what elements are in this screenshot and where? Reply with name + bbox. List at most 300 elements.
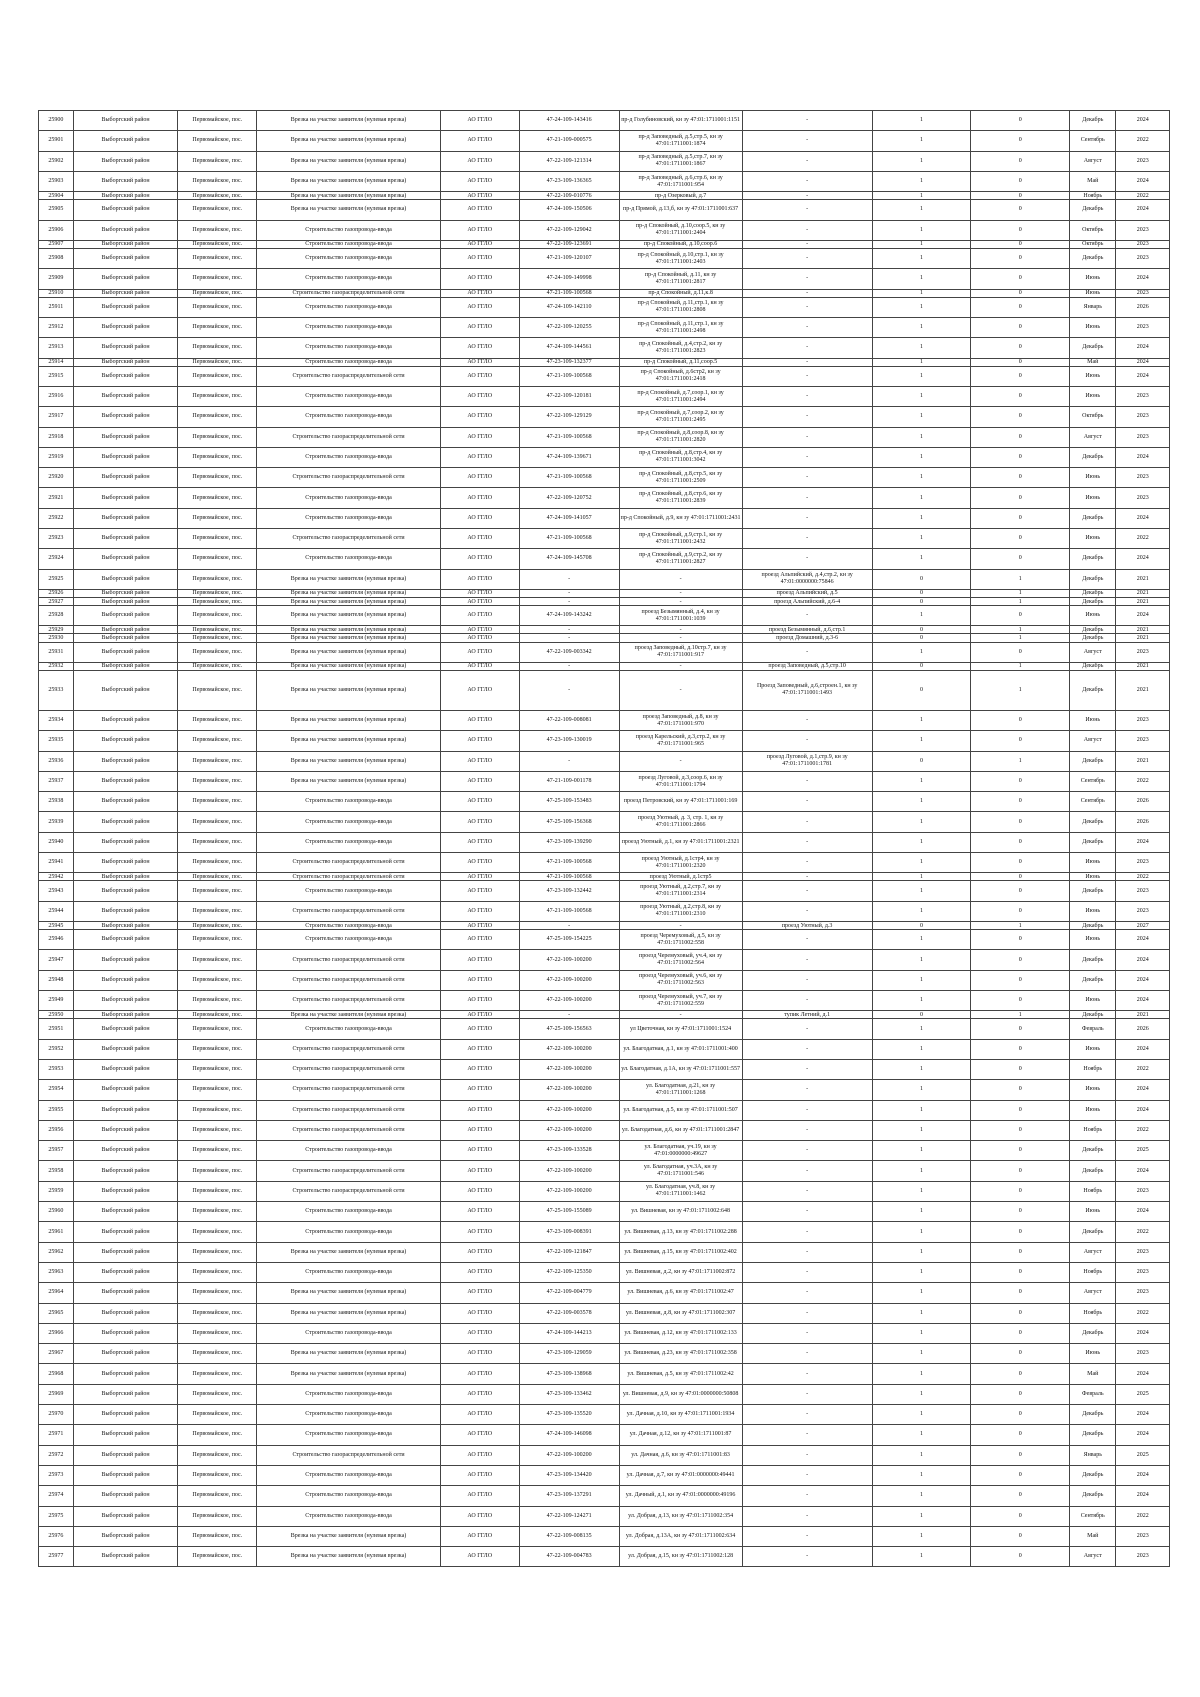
cell-alt-address: - bbox=[742, 366, 872, 386]
cell-address: пр-д Спокойный, д.7,соор.2, кн зу 47:01:1711001:2495 bbox=[619, 407, 742, 427]
cell-address: пр-д Заповедный, д.6,стр.6, кн зу 47:01:1711001:954 bbox=[619, 171, 742, 191]
cell-flag-a: 1 bbox=[872, 792, 971, 812]
cell-settlement: Первомайское, пос. bbox=[178, 447, 257, 467]
cell-district: Выборгский район bbox=[73, 220, 178, 240]
cell-address: пр-д Заповедный, д.5,стр.7, кн зу 47:01:1711001:1867 bbox=[619, 151, 742, 171]
cell-row-number: 25919 bbox=[39, 447, 74, 467]
cell-month: Июнь bbox=[1070, 317, 1116, 337]
cell-flag-b: 0 bbox=[971, 427, 1070, 447]
cell-flag-b: 0 bbox=[971, 508, 1070, 528]
cell-organization: АО ГГЛО bbox=[440, 240, 519, 248]
cell-settlement: Первомайское, пос. bbox=[178, 950, 257, 970]
cell-work-type: Строительство газораспределительной сети bbox=[257, 468, 440, 488]
cell-district: Выборгский район bbox=[73, 1283, 178, 1303]
cell-flag-b: 0 bbox=[971, 1323, 1070, 1343]
cell-organization: АО ГГЛО bbox=[440, 626, 519, 634]
cell-organization: АО ГГЛО bbox=[440, 950, 519, 970]
cell-district: Выборгский район bbox=[73, 1242, 178, 1262]
cell-flag-a: 0 bbox=[872, 569, 971, 589]
cell-settlement: Первомайское, пос. bbox=[178, 317, 257, 337]
cell-flag-b: 0 bbox=[971, 950, 1070, 970]
cell-alt-address: проезд Луговой, д.1,стр.9, кн зу 47:01:1711001:1781 bbox=[742, 751, 872, 771]
cell-work-type: Строительство газораспределительной сети bbox=[257, 529, 440, 549]
cell-address: проезд Петровский, кн зу 47:01:1711001:169 bbox=[619, 792, 742, 812]
cell-flag-b: 0 bbox=[971, 358, 1070, 366]
cell-flag-b: 0 bbox=[971, 832, 1070, 852]
table-row bbox=[39, 1344, 1170, 1364]
cell-flag-b: 1 bbox=[971, 598, 1070, 606]
cell-work-type: Строительство газораспределительной сети bbox=[257, 1181, 440, 1201]
table-row bbox=[39, 598, 1170, 606]
cell-address: пр-д Спокойный, д.7,соор.1, кн зу 47:01:1711001:2494 bbox=[619, 386, 742, 406]
cell-district: Выборгский район bbox=[73, 338, 178, 358]
cell-district: Выборгский район bbox=[73, 200, 178, 220]
cell-organization: АО ГГЛО bbox=[440, 832, 519, 852]
table-row bbox=[39, 771, 1170, 791]
cell-year: 2024 bbox=[1116, 991, 1170, 1011]
cell-flag-b: 0 bbox=[971, 1161, 1070, 1181]
cell-organization: АО ГГЛО bbox=[440, 1120, 519, 1140]
cell-flag-b: 0 bbox=[971, 488, 1070, 508]
cell-application-number: 47-22-109-120752 bbox=[519, 488, 619, 508]
cell-district: Выборгский район bbox=[73, 1039, 178, 1059]
cell-work-type: Строительство газораспределительной сети bbox=[257, 1100, 440, 1120]
cell-year: 2023 bbox=[1116, 853, 1170, 873]
cell-settlement: Первомайское, пос. bbox=[178, 1100, 257, 1120]
cell-flag-a: 1 bbox=[872, 289, 971, 297]
cell-flag-b: 0 bbox=[971, 1262, 1070, 1282]
cell-organization: АО ГГЛО bbox=[440, 1222, 519, 1242]
cell-address: пр-д Спокойный, д.11,стр.1, кн зу 47:01:1711001:2808 bbox=[619, 297, 742, 317]
cell-settlement: Первомайское, пос. bbox=[178, 1486, 257, 1506]
cell-application-number: 47-23-109-137291 bbox=[519, 1486, 619, 1506]
cell-settlement: Первомайское, пос. bbox=[178, 289, 257, 297]
table-row bbox=[39, 731, 1170, 751]
cell-flag-b: 0 bbox=[971, 1425, 1070, 1445]
cell-settlement: Первомайское, пос. bbox=[178, 366, 257, 386]
cell-month: Февраль bbox=[1070, 1019, 1116, 1039]
cell-row-number: 25974 bbox=[39, 1486, 74, 1506]
cell-row-number: 25915 bbox=[39, 366, 74, 386]
cell-flag-b: 0 bbox=[971, 1060, 1070, 1080]
cell-flag-a: 1 bbox=[872, 1100, 971, 1120]
cell-row-number: 25969 bbox=[39, 1384, 74, 1404]
cell-application-number: 47-23-109-132377 bbox=[519, 358, 619, 366]
cell-district: Выборгский район bbox=[73, 317, 178, 337]
cell-year: 2021 bbox=[1116, 589, 1170, 597]
cell-flag-b: 0 bbox=[971, 386, 1070, 406]
table-row bbox=[39, 1364, 1170, 1384]
cell-work-type: Строительство газораспределительной сети bbox=[257, 901, 440, 921]
table-row bbox=[39, 950, 1170, 970]
cell-flag-a: 0 bbox=[872, 670, 971, 710]
cell-organization: АО ГГЛО bbox=[440, 1364, 519, 1384]
cell-address: ул. Добрая, д.15, кн зу 47:01:1711002:128 bbox=[619, 1547, 742, 1567]
cell-organization: АО ГГЛО bbox=[440, 1526, 519, 1546]
cell-month: Декабрь bbox=[1070, 970, 1116, 990]
cell-district: Выборгский район bbox=[73, 427, 178, 447]
cell-organization: АО ГГЛО bbox=[440, 1202, 519, 1222]
cell-alt-address: - bbox=[742, 970, 872, 990]
cell-year: 2022 bbox=[1116, 1222, 1170, 1242]
cell-month: Июнь bbox=[1070, 930, 1116, 950]
cell-year: 2024 bbox=[1116, 1465, 1170, 1485]
cell-year: 2024 bbox=[1116, 200, 1170, 220]
cell-district: Выборгский район bbox=[73, 1100, 178, 1120]
cell-year: 2022 bbox=[1116, 1060, 1170, 1080]
cell-district: Выборгский район bbox=[73, 468, 178, 488]
cell-month: Январь bbox=[1070, 1445, 1116, 1465]
cell-row-number: 25909 bbox=[39, 269, 74, 289]
cell-work-type: Строительство газопровода-ввода bbox=[257, 407, 440, 427]
cell-address: проезд Уютный, д.2,стр.8, кн зу 47:01:1711001:2310 bbox=[619, 901, 742, 921]
cell-work-type: Строительство газопровода-ввода bbox=[257, 881, 440, 901]
table-row bbox=[39, 1445, 1170, 1465]
cell-month: Декабрь bbox=[1070, 1323, 1116, 1343]
cell-work-type: Строительство газораспределительной сети bbox=[257, 1120, 440, 1140]
cell-organization: АО ГГЛО bbox=[440, 873, 519, 881]
cell-month: Февраль bbox=[1070, 1384, 1116, 1404]
cell-flag-a: 1 bbox=[872, 269, 971, 289]
cell-settlement: Первомайское, пос. bbox=[178, 881, 257, 901]
cell-row-number: 25913 bbox=[39, 338, 74, 358]
cell-district: Выборгский район bbox=[73, 1364, 178, 1384]
cell-alt-address: - bbox=[742, 220, 872, 240]
cell-flag-a: 1 bbox=[872, 873, 971, 881]
cell-flag-b: 1 bbox=[971, 751, 1070, 771]
cell-flag-b: 0 bbox=[971, 1222, 1070, 1242]
table-row bbox=[39, 670, 1170, 710]
cell-row-number: 25938 bbox=[39, 792, 74, 812]
cell-settlement: Первомайское, пос. bbox=[178, 751, 257, 771]
cell-row-number: 25931 bbox=[39, 642, 74, 662]
cell-organization: АО ГГЛО bbox=[440, 151, 519, 171]
cell-row-number: 25942 bbox=[39, 873, 74, 881]
cell-flag-a: 1 bbox=[872, 1202, 971, 1222]
cell-row-number: 25908 bbox=[39, 248, 74, 268]
cell-settlement: Первомайское, пос. bbox=[178, 1526, 257, 1546]
cell-work-type: Врезка на участке заявителя (нулевая врезка) bbox=[257, 200, 440, 220]
cell-organization: АО ГГЛО bbox=[440, 1283, 519, 1303]
cell-month: Июнь bbox=[1070, 1202, 1116, 1222]
cell-flag-b: 0 bbox=[971, 1080, 1070, 1100]
table-row bbox=[39, 853, 1170, 873]
cell-address: проезд Черемуховый, уч.6, кн зу 47:01:1711002:563 bbox=[619, 970, 742, 990]
cell-flag-b: 0 bbox=[971, 771, 1070, 791]
cell-flag-a: 1 bbox=[872, 131, 971, 151]
cell-settlement: Первомайское, пос. bbox=[178, 1060, 257, 1080]
cell-month: Декабрь bbox=[1070, 832, 1116, 852]
cell-flag-b: 0 bbox=[971, 1120, 1070, 1140]
cell-flag-b: 0 bbox=[971, 447, 1070, 467]
cell-address: пр-д Спокойный, д.11,соор.5 bbox=[619, 358, 742, 366]
cell-address: ул. Дачная, д.7, кн зу 47:01:0000000:49441 bbox=[619, 1465, 742, 1485]
cell-month: Июнь bbox=[1070, 901, 1116, 921]
cell-alt-address: - bbox=[742, 407, 872, 427]
cell-row-number: 25952 bbox=[39, 1039, 74, 1059]
cell-application-number: 47-22-109-129129 bbox=[519, 407, 619, 427]
cell-work-type: Строительство газораспределительной сети bbox=[257, 1080, 440, 1100]
cell-row-number: 25936 bbox=[39, 751, 74, 771]
cell-row-number: 25935 bbox=[39, 731, 74, 751]
cell-district: Выборгский район bbox=[73, 598, 178, 606]
cell-address: проезд Уютный, д.1стр5 bbox=[619, 873, 742, 881]
cell-flag-a: 0 bbox=[872, 662, 971, 670]
table-row bbox=[39, 220, 1170, 240]
cell-address: ул. Благодатная, д.21, кн зу 47:01:1711001:1268 bbox=[619, 1080, 742, 1100]
cell-flag-a: 0 bbox=[872, 598, 971, 606]
cell-address: ул. Благодатная, д.6, кн зу 47:01:1711001:2847 bbox=[619, 1120, 742, 1140]
cell-year: 2023 bbox=[1116, 1242, 1170, 1262]
cell-work-type: Строительство газопровода-ввода bbox=[257, 508, 440, 528]
cell-organization: АО ГГЛО bbox=[440, 269, 519, 289]
cell-month: Май bbox=[1070, 1526, 1116, 1546]
cell-work-type: Врезка на участке заявителя (нулевая врезка) bbox=[257, 626, 440, 634]
cell-settlement: Первомайское, пос. bbox=[178, 1262, 257, 1282]
cell-address: ул. Вишневая, д.8, кн зу 47:01:1711002:307 bbox=[619, 1303, 742, 1323]
cell-year: 2024 bbox=[1116, 549, 1170, 569]
cell-flag-a: 1 bbox=[872, 1425, 971, 1445]
cell-address: пр-д Спокойный, д.10,соор.5, кн зу 47:01:1711001:2404 bbox=[619, 220, 742, 240]
cell-year: 2024 bbox=[1116, 606, 1170, 626]
cell-flag-b: 0 bbox=[971, 220, 1070, 240]
cell-address: - bbox=[619, 751, 742, 771]
cell-district: Выборгский район bbox=[73, 792, 178, 812]
cell-month: Ноябрь bbox=[1070, 1060, 1116, 1080]
cell-month: Декабрь bbox=[1070, 1465, 1116, 1485]
cell-flag-a: 1 bbox=[872, 1384, 971, 1404]
cell-work-type: Врезка на участке заявителя (нулевая врезка) bbox=[257, 1344, 440, 1364]
cell-alt-address: - bbox=[742, 812, 872, 832]
cell-month: Ноябрь bbox=[1070, 1262, 1116, 1282]
cell-district: Выборгский район bbox=[73, 1526, 178, 1546]
cell-flag-a: 1 bbox=[872, 1283, 971, 1303]
cell-alt-address: - bbox=[742, 338, 872, 358]
cell-application-number: 47-23-109-130019 bbox=[519, 731, 619, 751]
cell-district: Выборгский район bbox=[73, 192, 178, 200]
cell-application-number: 47-24-109-144213 bbox=[519, 1323, 619, 1343]
table-row bbox=[39, 529, 1170, 549]
cell-flag-b: 0 bbox=[971, 1242, 1070, 1262]
table-row bbox=[39, 922, 1170, 930]
cell-row-number: 25973 bbox=[39, 1465, 74, 1485]
cell-application-number: 47-24-109-143242 bbox=[519, 606, 619, 626]
cell-month: Сентябрь bbox=[1070, 131, 1116, 151]
cell-row-number: 25972 bbox=[39, 1445, 74, 1465]
cell-district: Выборгский район bbox=[73, 901, 178, 921]
table-row bbox=[39, 751, 1170, 771]
cell-alt-address: - bbox=[742, 1323, 872, 1343]
cell-application-number: 47-22-109-100200 bbox=[519, 1060, 619, 1080]
cell-alt-address: - bbox=[742, 792, 872, 812]
cell-month: Июнь bbox=[1070, 1039, 1116, 1059]
cell-year: 2026 bbox=[1116, 1019, 1170, 1039]
cell-year: 2023 bbox=[1116, 642, 1170, 662]
cell-flag-a: 1 bbox=[872, 606, 971, 626]
cell-address: ул. Вишневая, д.6, кн зу 47:01:1711002:47 bbox=[619, 1283, 742, 1303]
cell-district: Выборгский район bbox=[73, 131, 178, 151]
cell-row-number: 25975 bbox=[39, 1506, 74, 1526]
cell-work-type: Строительство газопровода-ввода bbox=[257, 549, 440, 569]
cell-flag-a: 1 bbox=[872, 1405, 971, 1425]
cell-settlement: Первомайское, пос. bbox=[178, 1181, 257, 1201]
cell-alt-address: - bbox=[742, 1283, 872, 1303]
cell-settlement: Первомайское, пос. bbox=[178, 634, 257, 642]
cell-row-number: 25939 bbox=[39, 812, 74, 832]
cell-year: 2024 bbox=[1116, 508, 1170, 528]
cell-address: пр-д Спокойный, д.11,к.8 bbox=[619, 289, 742, 297]
cell-alt-address: - bbox=[742, 289, 872, 297]
cell-year: 2024 bbox=[1116, 171, 1170, 191]
cell-year: 2024 bbox=[1116, 1080, 1170, 1100]
cell-flag-b: 0 bbox=[971, 1303, 1070, 1323]
cell-year: 2023 bbox=[1116, 407, 1170, 427]
cell-settlement: Первомайское, пос. bbox=[178, 200, 257, 220]
cell-settlement: Первомайское, пос. bbox=[178, 1080, 257, 1100]
table-row bbox=[39, 297, 1170, 317]
cell-row-number: 25958 bbox=[39, 1161, 74, 1181]
cell-month: Декабрь bbox=[1070, 447, 1116, 467]
cell-flag-a: 1 bbox=[872, 731, 971, 751]
cell-district: Выборгский район bbox=[73, 853, 178, 873]
cell-flag-b: 0 bbox=[971, 1019, 1070, 1039]
cell-row-number: 25959 bbox=[39, 1181, 74, 1201]
cell-month: Июнь bbox=[1070, 1344, 1116, 1364]
cell-district: Выборгский район bbox=[73, 151, 178, 171]
cell-work-type: Строительство газопровода-ввода bbox=[257, 1405, 440, 1425]
table-body bbox=[39, 111, 1170, 1567]
cell-year: 2024 bbox=[1116, 950, 1170, 970]
cell-address: - bbox=[619, 662, 742, 670]
cell-year: 2024 bbox=[1116, 447, 1170, 467]
cell-flag-a: 1 bbox=[872, 1222, 971, 1242]
cell-year: 2023 bbox=[1116, 220, 1170, 240]
cell-application-number: - bbox=[519, 634, 619, 642]
cell-flag-a: 1 bbox=[872, 549, 971, 569]
cell-flag-a: 1 bbox=[872, 1019, 971, 1039]
table-row bbox=[39, 606, 1170, 626]
cell-address: проезд Заповедный, д.10стр.7, кн зу 47:01:1711001:917 bbox=[619, 642, 742, 662]
cell-organization: АО ГГЛО bbox=[440, 1039, 519, 1059]
cell-flag-b: 0 bbox=[971, 1283, 1070, 1303]
cell-year: 2026 bbox=[1116, 812, 1170, 832]
cell-work-type: Строительство газораспределительной сети bbox=[257, 366, 440, 386]
cell-work-type: Строительство газопровода-ввода bbox=[257, 317, 440, 337]
cell-month: Август bbox=[1070, 1242, 1116, 1262]
cell-address: ул. Вишневая, д.12, кн зу 47:01:1711002:133 bbox=[619, 1323, 742, 1343]
cell-flag-b: 0 bbox=[971, 1202, 1070, 1222]
cell-organization: АО ГГЛО bbox=[440, 1384, 519, 1404]
cell-alt-address: проезд Альпийский, д.4,стр.2, кн зу 47:01:0000000:75846 bbox=[742, 569, 872, 589]
cell-year: 2021 bbox=[1116, 634, 1170, 642]
cell-month: Декабрь bbox=[1070, 626, 1116, 634]
cell-month: Июнь bbox=[1070, 1100, 1116, 1120]
cell-district: Выборгский район bbox=[73, 1323, 178, 1343]
table-row bbox=[39, 549, 1170, 569]
cell-district: Выборгский район bbox=[73, 634, 178, 642]
cell-address: проезд Уютный, д.2,стр.7, кн зу 47:01:1711001:2314 bbox=[619, 881, 742, 901]
cell-address: - bbox=[619, 634, 742, 642]
cell-address: ул. Дачная, д.10, кн зу 47:01:1711001:1934 bbox=[619, 1405, 742, 1425]
table-row bbox=[39, 192, 1170, 200]
cell-settlement: Первомайское, пос. bbox=[178, 1405, 257, 1425]
cell-month: Декабрь bbox=[1070, 248, 1116, 268]
table-row bbox=[39, 634, 1170, 642]
cell-work-type: Строительство газопровода-ввода bbox=[257, 358, 440, 366]
cell-district: Выборгский район bbox=[73, 1011, 178, 1019]
cell-month: Июнь bbox=[1070, 606, 1116, 626]
cell-settlement: Первомайское, пос. bbox=[178, 1222, 257, 1242]
cell-month: Январь bbox=[1070, 297, 1116, 317]
cell-row-number: 25963 bbox=[39, 1262, 74, 1282]
cell-district: Выборгский район bbox=[73, 529, 178, 549]
cell-row-number: 25967 bbox=[39, 1344, 74, 1364]
cell-month: Декабрь bbox=[1070, 1011, 1116, 1019]
cell-month: Май bbox=[1070, 1364, 1116, 1384]
cell-address: ул. Вишневая, д.15, кн зу 47:01:1711002:402 bbox=[619, 1242, 742, 1262]
cell-flag-a: 1 bbox=[872, 1060, 971, 1080]
cell-address: пр-д Спокойный, д.9,стр.2, кн зу 47:01:1711001:2827 bbox=[619, 549, 742, 569]
cell-settlement: Первомайское, пос. bbox=[178, 248, 257, 268]
cell-flag-a: 1 bbox=[872, 1242, 971, 1262]
cell-settlement: Первомайское, пос. bbox=[178, 131, 257, 151]
cell-month: Декабрь bbox=[1070, 1141, 1116, 1161]
cell-flag-b: 0 bbox=[971, 248, 1070, 268]
cell-settlement: Первомайское, пос. bbox=[178, 598, 257, 606]
cell-work-type: Строительство газораспределительной сети bbox=[257, 1161, 440, 1181]
table-row bbox=[39, 970, 1170, 990]
cell-settlement: Первомайское, пос. bbox=[178, 626, 257, 634]
cell-settlement: Первомайское, пос. bbox=[178, 1547, 257, 1567]
cell-row-number: 25923 bbox=[39, 529, 74, 549]
cell-district: Выборгский район bbox=[73, 358, 178, 366]
cell-work-type: Врезка на участке заявителя (нулевая врезка) bbox=[257, 606, 440, 626]
table-row bbox=[39, 338, 1170, 358]
cell-application-number: 47-21-109-100568 bbox=[519, 529, 619, 549]
table-row bbox=[39, 930, 1170, 950]
cell-flag-a: 1 bbox=[872, 338, 971, 358]
cell-work-type: Врезка на участке заявителя (нулевая врезка) bbox=[257, 569, 440, 589]
cell-organization: АО ГГЛО bbox=[440, 1080, 519, 1100]
cell-address: - bbox=[619, 922, 742, 930]
cell-year: 2024 bbox=[1116, 358, 1170, 366]
cell-application-number: 47-25-109-156563 bbox=[519, 1019, 619, 1039]
cell-flag-b: 0 bbox=[971, 930, 1070, 950]
cell-application-number: 47-23-109-138968 bbox=[519, 1364, 619, 1384]
cell-application-number: - bbox=[519, 598, 619, 606]
cell-row-number: 25940 bbox=[39, 832, 74, 852]
cell-year: 2023 bbox=[1116, 468, 1170, 488]
cell-application-number: 47-21-109-100568 bbox=[519, 853, 619, 873]
cell-row-number: 25902 bbox=[39, 151, 74, 171]
cell-month: Декабрь bbox=[1070, 1222, 1116, 1242]
cell-year: 2023 bbox=[1116, 1526, 1170, 1546]
cell-district: Выборгский район bbox=[73, 1303, 178, 1323]
cell-address: - bbox=[619, 598, 742, 606]
cell-flag-a: 1 bbox=[872, 508, 971, 528]
cell-year: 2023 bbox=[1116, 1262, 1170, 1282]
cell-address: ул. Дачная, д.6, кн зу 47:01:1711001:83 bbox=[619, 1445, 742, 1465]
cell-flag-a: 1 bbox=[872, 468, 971, 488]
cell-application-number: 47-22-109-100200 bbox=[519, 1445, 619, 1465]
cell-organization: АО ГГЛО bbox=[440, 297, 519, 317]
cell-district: Выборгский район bbox=[73, 1262, 178, 1282]
cell-year: 2021 bbox=[1116, 751, 1170, 771]
cell-month: Ноябрь bbox=[1070, 1120, 1116, 1140]
cell-flag-b: 1 bbox=[971, 1011, 1070, 1019]
cell-work-type: Строительство газопровода-ввода bbox=[257, 1222, 440, 1242]
cell-organization: АО ГГЛО bbox=[440, 358, 519, 366]
